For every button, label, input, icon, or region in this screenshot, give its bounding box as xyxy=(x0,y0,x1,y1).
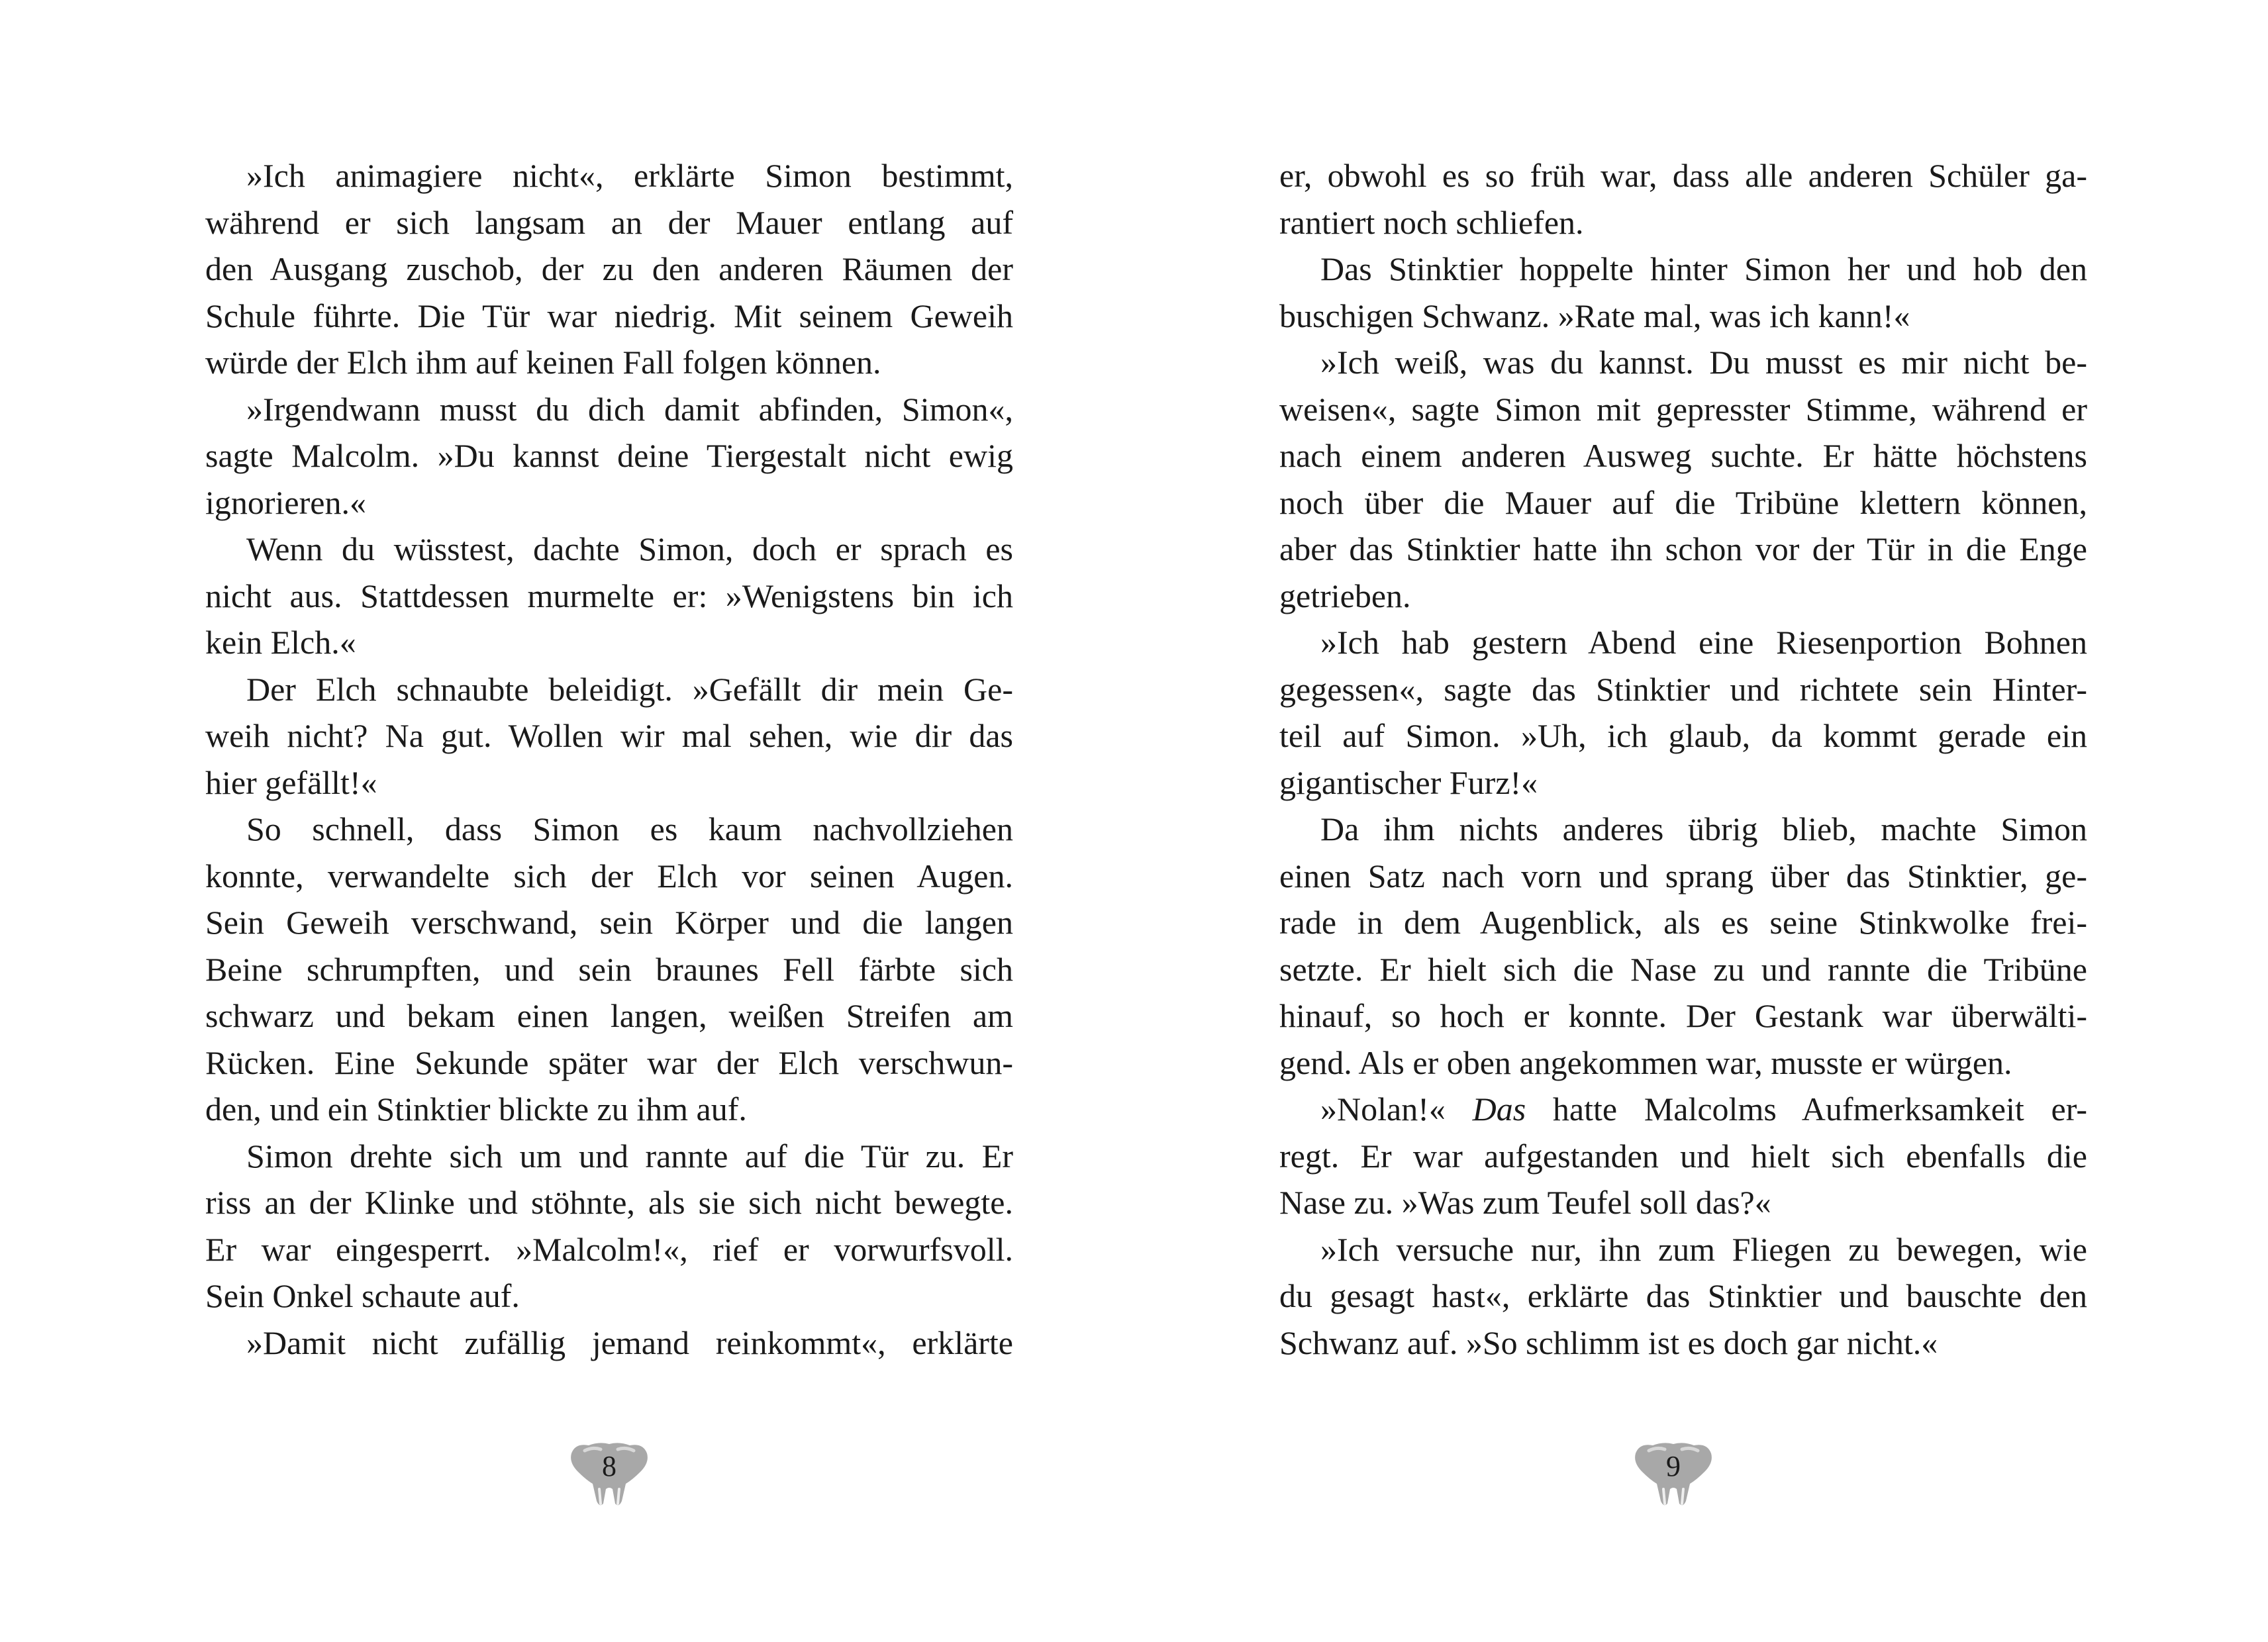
text-line: ignorieren.« xyxy=(205,483,366,521)
text-line: Nase zu. »Was zum Teufel soll das?« xyxy=(1279,1184,1771,1221)
text-line: »Irgendwann musst du dich damit abfinden, Simon«, xyxy=(246,390,1013,428)
text-line: noch über die Mauer auf die Tribüne klettern können, xyxy=(1279,483,2087,521)
text-line: Er war eingesperrt. »Malcolm!«, rief er vorwurfsvoll. xyxy=(205,1230,1013,1268)
text-line: konnte, verwandelte sich der Elch vor seinen Augen. xyxy=(205,857,1013,894)
page-number: 8 xyxy=(602,1450,616,1482)
text-line: »Damit nicht zufällig jemand reinkommt«, erklärte xyxy=(246,1324,1013,1361)
text-line: Schule führte. Die Tür war niedrig. Mit seinem Geweih xyxy=(205,297,1013,334)
text-line: nach einem anderen Ausweg suchte. Er hätte höchstens xyxy=(1279,437,2087,474)
left-text-block xyxy=(205,152,1013,1366)
text-line: weisen«, sagte Simon mit gepresster Stimme, während er xyxy=(1279,390,2087,428)
text-line: sagte Malcolm. »Du kannst deine Tiergestalt nicht ewig xyxy=(205,437,1013,474)
text-line: getrieben. xyxy=(1279,577,1411,614)
text-line: So schnell, dass Simon es kaum nachvollziehen xyxy=(246,810,1013,847)
text-line: Da ihm nichts anderes übrig blieb, machte Simon xyxy=(1320,810,2087,847)
text-line: einen Satz nach vorn und sprang über das Stinktier, ge- xyxy=(1279,857,2087,894)
text-line: riss an der Klinke und stöhnte, als sie sich nicht bewegte. xyxy=(205,1184,1013,1221)
text-line: während er sich langsam an der Mauer entlang auf xyxy=(205,203,1013,241)
text-line: buschigen Schwanz. »Rate mal, was ich kann!« xyxy=(1279,297,1910,334)
text-line: Der Elch schnaubte beleidigt. »Gefällt dir mein Ge- xyxy=(246,670,1013,708)
text-line xyxy=(1279,1086,2087,1133)
text-line: »Ich animagiere nicht«, erklärte Simon bestimmt, xyxy=(246,157,1013,194)
text-line: setzte. Er hielt sich die Nase zu und rannte die Tribüne xyxy=(1279,950,2087,988)
text-line: regt. Er war aufgestanden und hielt sich ebenfalls die xyxy=(1279,1137,2087,1175)
text-line: gigantischer Furz!« xyxy=(1279,763,1538,801)
text-line: teil auf Simon. »Uh, ich glaub, da kommt gerade ein xyxy=(1279,717,2087,754)
text-line: Simon drehte sich um und rannte auf die Tür zu. Er xyxy=(246,1137,1013,1175)
page-number: 9 xyxy=(1666,1450,1681,1482)
text-line: du gesagt hast«, erklärte das Stinktier und bauschte den xyxy=(1279,1277,2087,1314)
emphasis: Das xyxy=(1472,1090,1526,1128)
text-line: er, obwohl es so früh war, dass alle anderen Schüler ga- xyxy=(1279,157,2087,194)
text-line: den, und ein Stinktier blickte zu ihm auf. xyxy=(205,1090,747,1128)
text-line: aber das Stinktier hatte ihn schon vor der Tür in die Enge xyxy=(1279,530,2087,567)
text-run: »Nolan!« xyxy=(1320,1090,1473,1128)
text-line: »Ich hab gestern Abend eine Riesenportion Bohnen xyxy=(1320,624,2087,661)
text-line: »Ich weiß, was du kannst. Du musst es mir nicht be- xyxy=(1320,344,2087,381)
text-line: Schwanz auf. »So schlimm ist es doch gar nicht.« xyxy=(1279,1324,1938,1361)
text-line: Rücken. Eine Sekunde später war der Elch verschwun- xyxy=(205,1043,1013,1081)
text-line: hinauf, so hoch er konnte. Der Gestank war überwälti- xyxy=(1279,997,2087,1034)
text-line: »Ich versuche nur, ihn zum Fliegen zu bewegen, wie xyxy=(1320,1230,2087,1268)
text-line: rantiert noch schliefen. xyxy=(1279,203,1584,241)
text-line: Beine schrumpften, und sein braunes Fell färbte sich xyxy=(205,950,1013,988)
text-line: gegessen«, sagte das Stinktier und richtete sein Hinter- xyxy=(1279,670,2087,708)
text-line: würde der Elch ihm auf keinen Fall folgen können. xyxy=(205,344,881,381)
text-run: hatte Malcolms Aufmerksamkeit er- xyxy=(1526,1090,2088,1128)
text-line: nicht aus. Stattdessen murmelte er: »Wenigstens bin ich xyxy=(205,577,1013,614)
text-line: Das Stinktier hoppelte hinter Simon her und hob den xyxy=(1320,250,2087,287)
text-line: schwarz und bekam einen langen, weißen Streifen am xyxy=(205,997,1013,1034)
text-line: kein Elch.« xyxy=(205,624,356,661)
text-line: Wenn du wüsstest, dachte Simon, doch er sprach es xyxy=(246,530,1013,567)
text-line: Sein Geweih verschwand, sein Körper und die langen xyxy=(205,904,1013,941)
text-line: rade in dem Augenblick, als es seine Stinkwolke frei- xyxy=(1279,904,2087,941)
text-line: Sein Onkel schaute auf. xyxy=(205,1277,520,1314)
text-line: weih nicht? Na gut. Wollen wir mal sehen, wie dir das xyxy=(205,717,1013,754)
text-line: gend. Als er oben angekommen war, musste er würgen. xyxy=(1279,1043,2012,1081)
right-text-block xyxy=(1279,152,2087,1366)
text-line: den Ausgang zuschob, der zu den anderen Räumen der xyxy=(205,250,1013,287)
text-line: hier gefällt!« xyxy=(205,763,377,801)
right-page xyxy=(1134,0,2267,1642)
page-number-badge xyxy=(1630,1440,1716,1513)
page-number-badge xyxy=(566,1440,652,1513)
